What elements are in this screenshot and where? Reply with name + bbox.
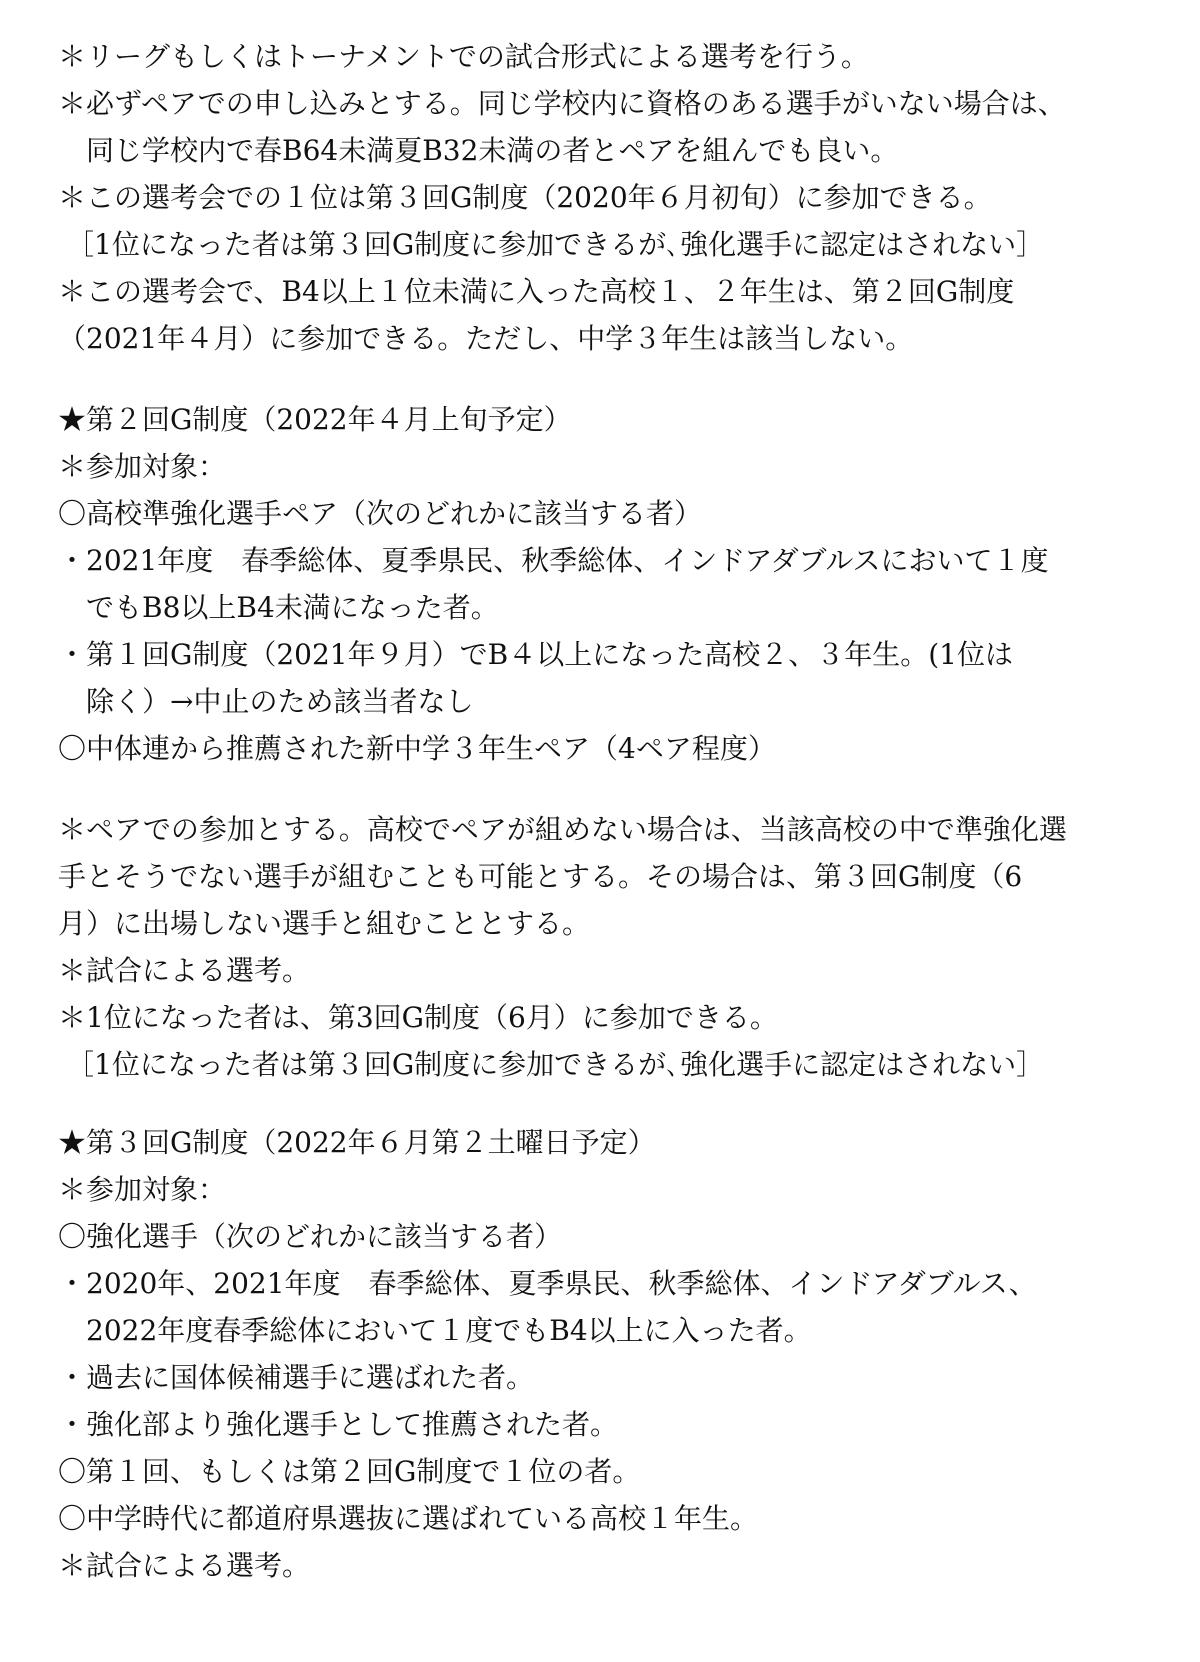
section-heading-3: ★第３回G制度（2022年６月第２土曜日予定） bbox=[58, 1126, 656, 1159]
text-line-17: 手とそうでない選手が組むことも可能とする。その場合は、第３回G制度（6 bbox=[58, 860, 1023, 893]
text-line-10: 〇高校準強化選手ペア（次のどれかに該当する者） bbox=[58, 497, 703, 530]
text-line-21: ［1位になった者は第３回G制度に参加できるが､強化選手に認定はされない］ bbox=[66, 1048, 1045, 1081]
text-line-27: ・過去に国体候補選手に選ばれた者。 bbox=[58, 1361, 535, 1394]
text-line-19: ＊試合による選考。 bbox=[58, 954, 311, 987]
text-line-30: 〇中学時代に都道府県選抜に選ばれている高校１年生。 bbox=[58, 1502, 759, 1535]
section-heading-2: ★第２回G制度（2022年４月上旬予定） bbox=[58, 403, 572, 436]
text-line-11: ・2021年度 春季総体、夏季県民、秋季総体、インドアダブルスにおいて１度 bbox=[58, 544, 1049, 577]
text-line-25: ・2020年、2021年度 春季総体、夏季県民、秋季総体、インドアダブルス、 bbox=[58, 1267, 1037, 1300]
text-line-20: ＊1位になった者は、第3回G制度（6月）に参加できる。 bbox=[58, 1001, 778, 1034]
text-line-12: でもB8以上B4未満になった者。 bbox=[86, 591, 499, 624]
text-line-24: 〇強化選手（次のどれかに該当する者） bbox=[58, 1220, 563, 1253]
text-line-14: 除く）→中止のため該当者なし bbox=[86, 685, 474, 718]
text-line-5: ［1位になった者は第３回G制度に参加できるが､強化選手に認定はされない］ bbox=[66, 228, 1045, 261]
text-line-3: 同じ学校内で春B64未満夏B32未満の者とペアを組んでも良い。 bbox=[86, 134, 899, 167]
text-line-7: （2021年４月）に参加できる。ただし、中学３年生は該当しない。 bbox=[58, 322, 914, 355]
text-line-26: 2022年度春季総体において１度でもB4以上に入った者。 bbox=[86, 1314, 812, 1347]
text-line-16: ＊ペアでの参加とする。高校でペアが組めない場合は、当該高校の中で準強化選 bbox=[58, 813, 1067, 846]
text-line-9: ＊参加対象： bbox=[58, 450, 227, 483]
text-line-13: ・第１回G制度（2021年９月）でB４以上になった高校２、３年生。(1位は bbox=[58, 638, 1013, 671]
text-line-18: 月）に出場しない選手と組むこととする。 bbox=[58, 907, 591, 940]
text-line-28: ・強化部より強化選手として推薦された者。 bbox=[58, 1408, 619, 1441]
text-line-29: 〇第１回、もしくは第２回G制度で１位の者。 bbox=[58, 1455, 641, 1488]
text-line-4: ＊この選考会での１位は第３回G制度（2020年６月初旬）に参加できる。 bbox=[58, 181, 992, 214]
text-line-6: ＊この選考会で、B4以上１位未満に入った高校１、２年生は、第２回G制度 bbox=[58, 275, 1015, 308]
text-line-31: ＊試合による選考。 bbox=[58, 1549, 311, 1582]
text-line-15: 〇中体連から推薦された新中学３年生ペア（4ペア程度） bbox=[58, 732, 776, 765]
text-line-2: ＊必ずペアでの申し込みとする。同じ学校内に資格のある選手がいない場合は、 bbox=[58, 87, 1066, 120]
text-line-23: ＊参加対象： bbox=[58, 1173, 227, 1206]
text-line-1: ＊リーグもしくはトーナメントでの試合形式による選考を行う。 bbox=[58, 40, 869, 73]
